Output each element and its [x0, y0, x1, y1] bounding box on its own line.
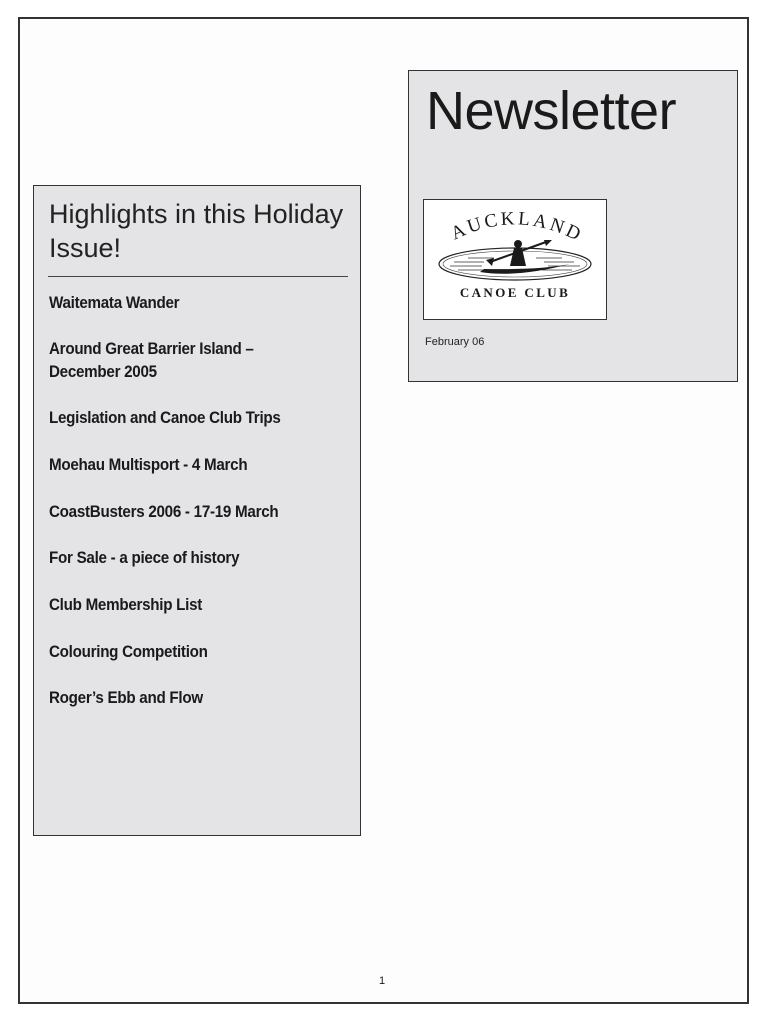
logo-top-text: AUCKLAND: [447, 208, 587, 247]
highlights-divider: [48, 276, 348, 277]
highlight-item: Moehau Multisport - 4 March: [49, 456, 248, 474]
highlight-item: Around Great Barrier Island –: [49, 340, 254, 358]
highlights-title: Highlights in this Holiday Issue!: [49, 199, 344, 263]
kayaker-icon: [424, 200, 606, 319]
highlight-item: December 2005: [49, 363, 157, 381]
highlight-item: CoastBusters 2006 - 17-19 March: [49, 503, 279, 521]
highlight-item: For Sale - a piece of history: [49, 549, 240, 567]
highlight-item: Colouring Competition: [49, 643, 208, 661]
newsletter-masthead: [408, 70, 738, 382]
highlights-list: [49, 292, 349, 710]
logo-bottom-text: CANOE CLUB: [459, 285, 571, 300]
issue-date: February 06: [425, 336, 485, 348]
highlight-item: Legislation and Canoe Club Trips: [49, 409, 281, 427]
highlight-item: Waitemata Wander: [49, 294, 180, 312]
highlights-box: [33, 185, 361, 836]
highlight-item: Roger’s Ebb and Flow: [49, 689, 203, 707]
page-number: 1: [379, 975, 386, 987]
highlight-item: Club Membership List: [49, 596, 203, 614]
club-logo: [423, 199, 607, 320]
newsletter-title: Newsletter: [426, 81, 677, 141]
